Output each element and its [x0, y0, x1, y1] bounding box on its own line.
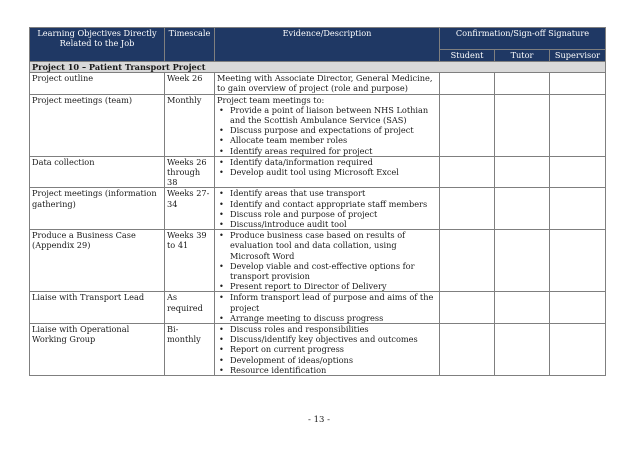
objective-cell: Project meetings (team)	[30, 94, 165, 156]
evidence-text: Project team meetings to:	[217, 94, 325, 105]
timescale-cell: Weeks 27-34	[165, 188, 215, 230]
evidence-bullet: • Resource identification	[217, 365, 437, 375]
student-signature-cell[interactable]	[440, 324, 495, 376]
supervisor-signature-cell[interactable]	[550, 188, 606, 230]
learning-objectives-table	[29, 27, 606, 376]
evidence-cell	[215, 230, 440, 292]
tutor-signature-cell[interactable]	[495, 324, 550, 376]
evidence-bullet: • Identify and contact appropriate staff members	[217, 199, 437, 209]
supervisor-signature-cell[interactable]	[550, 292, 606, 324]
timescale-cell: Week 26	[165, 73, 215, 94]
student-signature-cell[interactable]	[440, 94, 495, 156]
evidence-bullet-list	[217, 188, 437, 229]
tutor-signature-cell[interactable]	[495, 73, 550, 94]
evidence-text: Meeting with Associate Director, General Medicine, to gain overview of project (role and purpose)	[217, 73, 433, 94]
table-row	[30, 324, 606, 376]
section-title: Project 10 – Patient Transport Project	[30, 62, 606, 73]
student-signature-cell[interactable]	[440, 292, 495, 324]
objective-cell: Liaise with Operational Working Group	[30, 324, 165, 376]
evidence-bullet: • Identify areas that use transport	[217, 188, 437, 198]
table-row	[30, 230, 606, 292]
col-header-timescale: Timescale	[165, 28, 215, 62]
objective-cell: Liaise with Transport Lead	[30, 292, 165, 324]
evidence-cell	[215, 73, 440, 94]
objective-cell: Data collection	[30, 156, 165, 188]
tutor-signature-cell[interactable]	[495, 292, 550, 324]
evidence-bullet: • Produce business case based on results of evaluation tool and data collation, using Microsoft Word	[217, 230, 437, 261]
objective-cell: Produce a Business Case (Appendix 29)	[30, 230, 165, 292]
timescale-cell: Weeks 39 to 41	[165, 230, 215, 292]
evidence-bullet-list	[217, 292, 437, 323]
supervisor-signature-cell[interactable]	[550, 230, 606, 292]
supervisor-signature-cell[interactable]	[550, 73, 606, 94]
evidence-bullet: • Provide a point of liaison between NHS Lothian and the Scottish Ambulance Service (SAS)	[217, 105, 437, 125]
objective-cell: Project meetings (information gathering)	[30, 188, 165, 230]
evidence-cell	[215, 292, 440, 324]
table-row	[30, 73, 606, 94]
supervisor-signature-cell[interactable]	[550, 156, 606, 188]
evidence-bullet: • Discuss roles and responsibilities	[217, 324, 437, 334]
objective-cell: Project outline	[30, 73, 165, 94]
evidence-bullet-list	[217, 230, 437, 291]
col-header-signoff: Confirmation/Sign-off Signature	[440, 28, 606, 50]
section-row	[30, 62, 606, 73]
evidence-bullet: • Identify areas required for project	[217, 146, 437, 156]
timescale-cell: Monthly	[165, 94, 215, 156]
table-row	[30, 156, 606, 188]
evidence-cell	[215, 188, 440, 230]
student-signature-cell[interactable]	[440, 156, 495, 188]
evidence-bullet-list	[217, 324, 437, 375]
evidence-bullet: • Arrange meeting to discuss progress	[217, 313, 437, 323]
evidence-bullet-list	[217, 157, 437, 177]
evidence-bullet: • Discuss purpose and expectations of project	[217, 125, 437, 135]
timescale-cell: As required	[165, 292, 215, 324]
evidence-bullet: • Inform transport lead of purpose and aims of the project	[217, 292, 437, 312]
tutor-signature-cell[interactable]	[495, 156, 550, 188]
col-header-tutor: Tutor	[495, 50, 550, 62]
evidence-bullet: • Develop audit tool using Microsoft Excel	[217, 167, 437, 177]
evidence-cell	[215, 94, 440, 156]
evidence-bullet: • Identify data/information required	[217, 157, 437, 167]
evidence-bullet: • Discuss/introduce audit tool	[217, 219, 437, 229]
col-header-evidence: Evidence/Description	[215, 28, 440, 62]
tutor-signature-cell[interactable]	[495, 94, 550, 156]
student-signature-cell[interactable]	[440, 230, 495, 292]
table-row	[30, 188, 606, 230]
header-row	[30, 28, 606, 50]
supervisor-signature-cell[interactable]	[550, 94, 606, 156]
table-row	[30, 292, 606, 324]
col-header-supervisor: Supervisor	[550, 50, 606, 62]
student-signature-cell[interactable]	[440, 73, 495, 94]
timescale-cell: Bi-monthly	[165, 324, 215, 376]
evidence-bullet: • Present report to Director of Delivery	[217, 281, 437, 291]
student-signature-cell[interactable]	[440, 188, 495, 230]
col-header-objectives: Learning Objectives Directly Related to the Job	[30, 28, 165, 62]
evidence-bullet-list	[217, 105, 437, 156]
evidence-cell	[215, 156, 440, 188]
evidence-bullet: • Discuss/identify key objectives and outcomes	[217, 334, 437, 344]
tutor-signature-cell[interactable]	[495, 188, 550, 230]
evidence-bullet: • Develop viable and cost-effective options for transport provision	[217, 261, 437, 281]
page-number: - 13 -	[308, 415, 330, 425]
evidence-cell	[215, 324, 440, 376]
supervisor-signature-cell[interactable]	[550, 324, 606, 376]
timescale-cell: Weeks 26 through 38	[165, 156, 215, 188]
col-header-student: Student	[440, 50, 495, 62]
evidence-bullet: • Report on current progress	[217, 344, 437, 354]
table-row	[30, 94, 606, 156]
evidence-bullet: • Development of ideas/options	[217, 355, 437, 365]
page-sheet	[29, 27, 605, 376]
evidence-bullet: • Discuss role and purpose of project	[217, 209, 437, 219]
evidence-bullet: • Allocate team member roles	[217, 135, 437, 145]
tutor-signature-cell[interactable]	[495, 230, 550, 292]
